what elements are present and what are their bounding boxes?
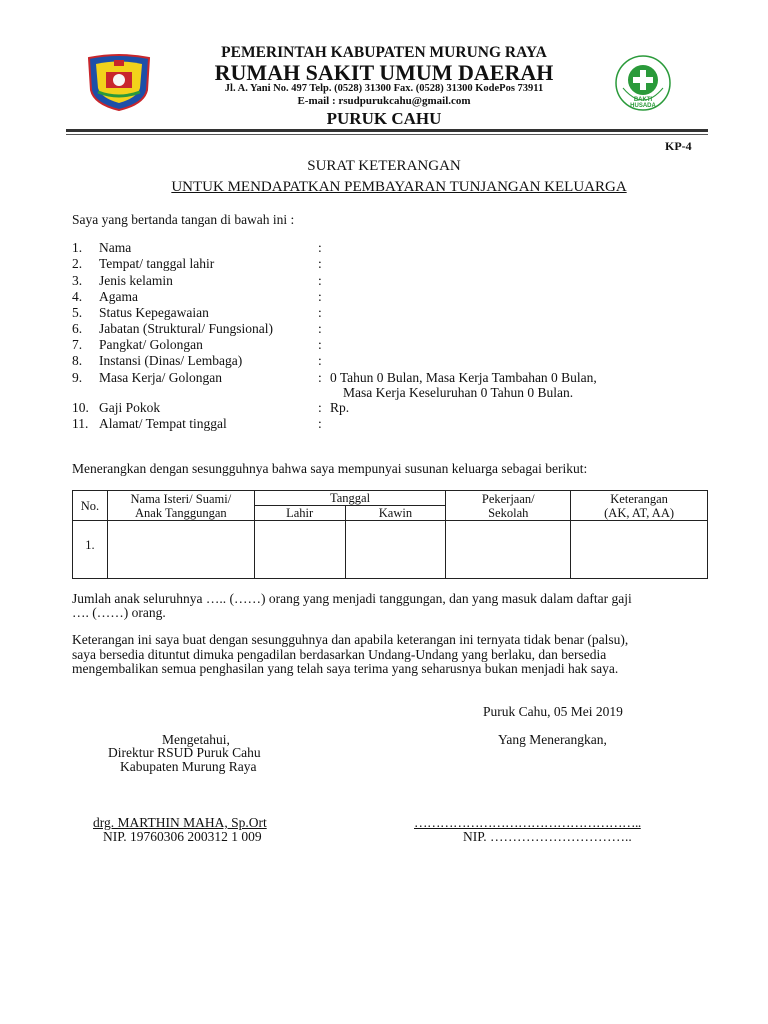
- field-number: 3.: [72, 273, 83, 288]
- field-colon: :: [318, 240, 322, 255]
- document-title: SURAT KETERANGAN: [307, 158, 461, 174]
- regency-logo: [84, 52, 154, 112]
- field-label: Masa Kerja/ Golongan: [99, 370, 222, 385]
- cell-birth: [254, 521, 345, 579]
- col-job-header: [446, 491, 571, 521]
- col-birth-header: Lahir: [254, 506, 345, 521]
- hospital-name: RUMAH SAKIT UMUM DAERAH: [214, 60, 554, 85]
- field-number: 5.: [72, 305, 83, 320]
- field-number: 6.: [72, 321, 83, 336]
- government-name: PEMERINTAH KABUPATEN MURUNG RAYA: [221, 44, 547, 61]
- col-no-header: No.: [73, 491, 108, 521]
- children-count-line1: Jumlah anak seluruhnya ….. (……) orang yang menjadi tanggungan, dan yang masuk dalam daftar gaji: [72, 591, 632, 606]
- director-nip: NIP. 19760306 200312 1 009: [103, 829, 262, 844]
- field-colon: :: [318, 256, 322, 271]
- field-label: Instansi (Dinas/ Lembaga): [99, 353, 243, 368]
- field-number: 7.: [72, 337, 83, 352]
- header-divider-thick: [66, 129, 708, 132]
- col-job-header-line1: Pekerjaan/: [481, 491, 535, 506]
- col-name-header-line1: Nama Isteri/ Suami/: [130, 491, 232, 506]
- field-colon: :: [318, 289, 322, 304]
- director-name: drg. MARTHIN MAHA, Sp.Ort: [93, 815, 267, 830]
- signer-nip: NIP. …………………………..: [463, 829, 632, 844]
- field-label: Status Kepegawaian: [99, 305, 209, 320]
- field-number: 2.: [72, 256, 83, 271]
- hospital-email: E-mail : rsudpurukcahu@gmail.com: [297, 95, 471, 107]
- field-value-continued: Masa Kerja Keseluruhan 0 Tahun 0 Bulan.: [343, 385, 574, 400]
- right-sig-line1: Yang Menerangkan,: [498, 732, 607, 747]
- field-label: Alamat/ Tempat tinggal: [99, 416, 227, 431]
- col-name-header: [107, 491, 254, 521]
- hospital-address: Jl. A. Yani No. 497 Telp. (0528) 31300 Fax. (0528) 31300 KodePos 73911: [224, 83, 544, 94]
- field-colon: :: [318, 337, 322, 352]
- field-label: Agama: [99, 289, 138, 304]
- city-name: PURUK CAHU: [326, 109, 442, 128]
- field-colon: :: [318, 400, 322, 415]
- field-value: 0 Tahun 0 Bulan, Masa Kerja Tambahan 0 Bulan,: [330, 370, 597, 385]
- field-label: Jenis kelamin: [99, 273, 173, 288]
- field-label: Gaji Pokok: [99, 400, 161, 415]
- header-divider-thin: [66, 134, 708, 135]
- field-label: Tempat/ tanggal lahir: [99, 256, 215, 271]
- field-colon: :: [318, 321, 322, 336]
- col-name-header-line2: Anak Tanggungan: [135, 505, 227, 520]
- statement-line3: mengembalikan semua penghasilan yang telah saya terima yang seharusnya bukan menjadi hak saya.: [72, 661, 619, 676]
- col-marriage-header: Kawin: [345, 506, 446, 521]
- field-colon: :: [318, 273, 322, 288]
- cell-marriage: [345, 521, 446, 579]
- statement-line2: saya bersedia dituntut dimuka pengadilan berdasarkan Undang-Undang yang berlaku, dan bersedia: [72, 647, 607, 662]
- left-sig-line3: Kabupaten Murung Raya: [120, 759, 257, 774]
- field-number: 10.: [72, 400, 89, 415]
- field-number: 9.: [72, 370, 83, 385]
- cell-name: [107, 521, 254, 579]
- left-sig-line1: Mengetahui,: [162, 732, 230, 747]
- statement-line1: Keterangan ini saya buat dengan sesungguhnya dan apabila keterangan ini ternyata tidak benar (palsu),: [72, 632, 629, 647]
- left-sig-line2: Direktur RSUD Puruk Cahu: [108, 745, 261, 760]
- col-note-header-line1: Keterangan: [610, 491, 668, 506]
- place-date: Puruk Cahu, 05 Mei 2019: [483, 704, 623, 719]
- logo-motto: BAKTI HUSADA: [630, 97, 656, 109]
- field-colon: :: [318, 416, 322, 431]
- field-number: 11.: [72, 416, 89, 431]
- form-code: KP-4: [665, 139, 692, 153]
- bakti-husada-logo: [614, 54, 672, 112]
- field-label: Nama: [99, 240, 132, 255]
- family-table: [72, 490, 708, 579]
- children-count-line2: …. (……) orang.: [72, 605, 166, 620]
- document-subtitle: UNTUK MENDAPATKAN PEMBAYARAN TUNJANGAN KELUARGA: [171, 179, 627, 195]
- col-note-header: [571, 491, 708, 521]
- family-intro: Menerangkan dengan sesungguhnya bahwa saya mempunyai susunan keluarga sebagai berikut:: [72, 461, 588, 476]
- col-note-header-line2: (AK, AT, AA): [604, 505, 675, 520]
- field-colon: :: [318, 370, 322, 385]
- field-label: Jabatan (Struktural/ Fungsional): [99, 321, 273, 336]
- field-label: Pangkat/ Golongan: [99, 337, 203, 352]
- intro-text: Saya yang bertanda tangan di bawah ini :: [72, 212, 295, 227]
- field-value: Rp.: [330, 400, 350, 415]
- cell-job: [446, 521, 571, 579]
- field-colon: :: [318, 305, 322, 320]
- field-colon: :: [318, 353, 322, 368]
- row-number: 1.: [73, 521, 108, 579]
- cell-note: [571, 521, 708, 579]
- field-number: 8.: [72, 353, 83, 368]
- field-number: 1.: [72, 240, 83, 255]
- field-number: 4.: [72, 289, 83, 304]
- col-date-header: Tanggal: [254, 491, 446, 506]
- signer-name-blank: ……………………………………………..: [414, 815, 641, 830]
- col-job-header-line2: Sekolah: [488, 505, 529, 520]
